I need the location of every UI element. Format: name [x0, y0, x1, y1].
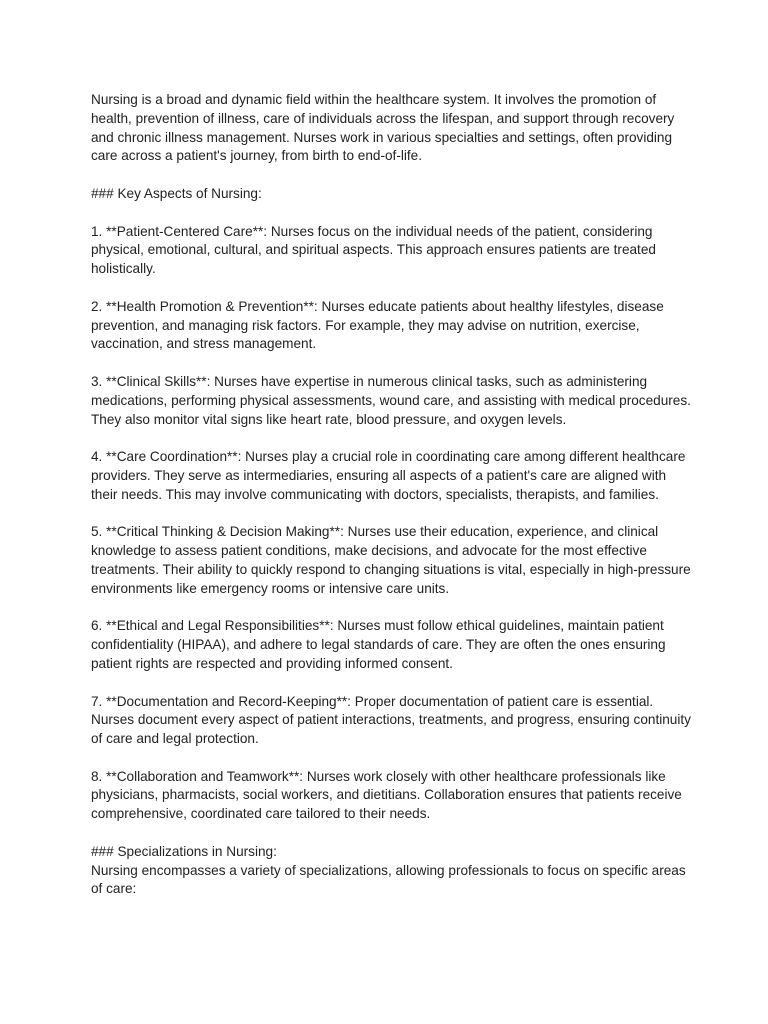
- aspect-clinical-skills: 3. **Clinical Skills**: Nurses have expertise in numerous clinical tasks, such as administering medications, performing physical assessments, wound care, and assisting with medical procedures. They also monitor vital signs like heart rate, blood pressure, and oxygen levels.: [91, 373, 691, 427]
- aspect-patient-centered-care: 1. **Patient-Centered Care**: Nurses focus on the individual needs of the patient, considering physical, emotional, cultural, and spiritual aspects. This approach ensures patients are treated holistically.: [91, 223, 656, 277]
- document-body: [91, 91, 691, 918]
- key-aspects-heading: ### Key Aspects of Nursing:: [91, 185, 262, 201]
- aspect-ethical-legal: 6. **Ethical and Legal Responsibilities**: Nurses must follow ethical guidelines, maintain patient confidentiality (HIPAA), and adhere to legal standards of care. They are often the ones ensuring patient rights are respected and providing informed consent.: [91, 618, 666, 671]
- specializations-intro: Nursing encompasses a variety of specializations, allowing professionals to focus on specific areas of care:: [91, 862, 686, 897]
- aspect-health-promotion: 2. **Health Promotion & Prevention**: Nurses educate patients about healthy lifestyles, disease prevention, and managing risk factors. For example, they may advise on nutrition, exercise, vaccination, and stress management.: [91, 298, 664, 352]
- specializations-heading: ### Specializations in Nursing:: [91, 843, 277, 859]
- aspect-care-coordination: 4. **Care Coordination**: Nurses play a crucial role in coordinating care among different healthcare providers. They serve as intermediaries, ensuring all aspects of a patient's care are aligned with their needs. This may involve communicating with doctors, specialists, therapists, and families.: [91, 449, 686, 502]
- intro-paragraph: Nursing is a broad and dynamic field within the healthcare system. It involves the promotion of health, prevention of illness, care of individuals across the lifespan, and support through recovery and chronic illness management. Nurses work in various specialties and settings, often providing care across a patient's journey, from birth to end-of-life.: [91, 92, 675, 164]
- aspect-collaboration: 8. **Collaboration and Teamwork**: Nurses work closely with other healthcare professionals like physicians, pharmacists, social workers, and dietitians. Collaboration ensures that patients receive comprehensive, coordinated care tailored to their needs.: [91, 768, 682, 822]
- aspect-documentation: 7. **Documentation and Record-Keeping**: Proper documentation of patient care is essential. Nurses document every aspect of patient interactions, treatments, and progress, ensuring continuity of care and legal protection.: [91, 693, 691, 747]
- aspect-critical-thinking: 5. **Critical Thinking & Decision Making**: Nurses use their education, experience, and clinical knowledge to assess patient conditions, make decisions, and advocate for the most effective treatments. Their ability to quickly respond to changing situations is vital, especially in high-pressure environments like emergency rooms or intensive care units.: [91, 524, 691, 596]
